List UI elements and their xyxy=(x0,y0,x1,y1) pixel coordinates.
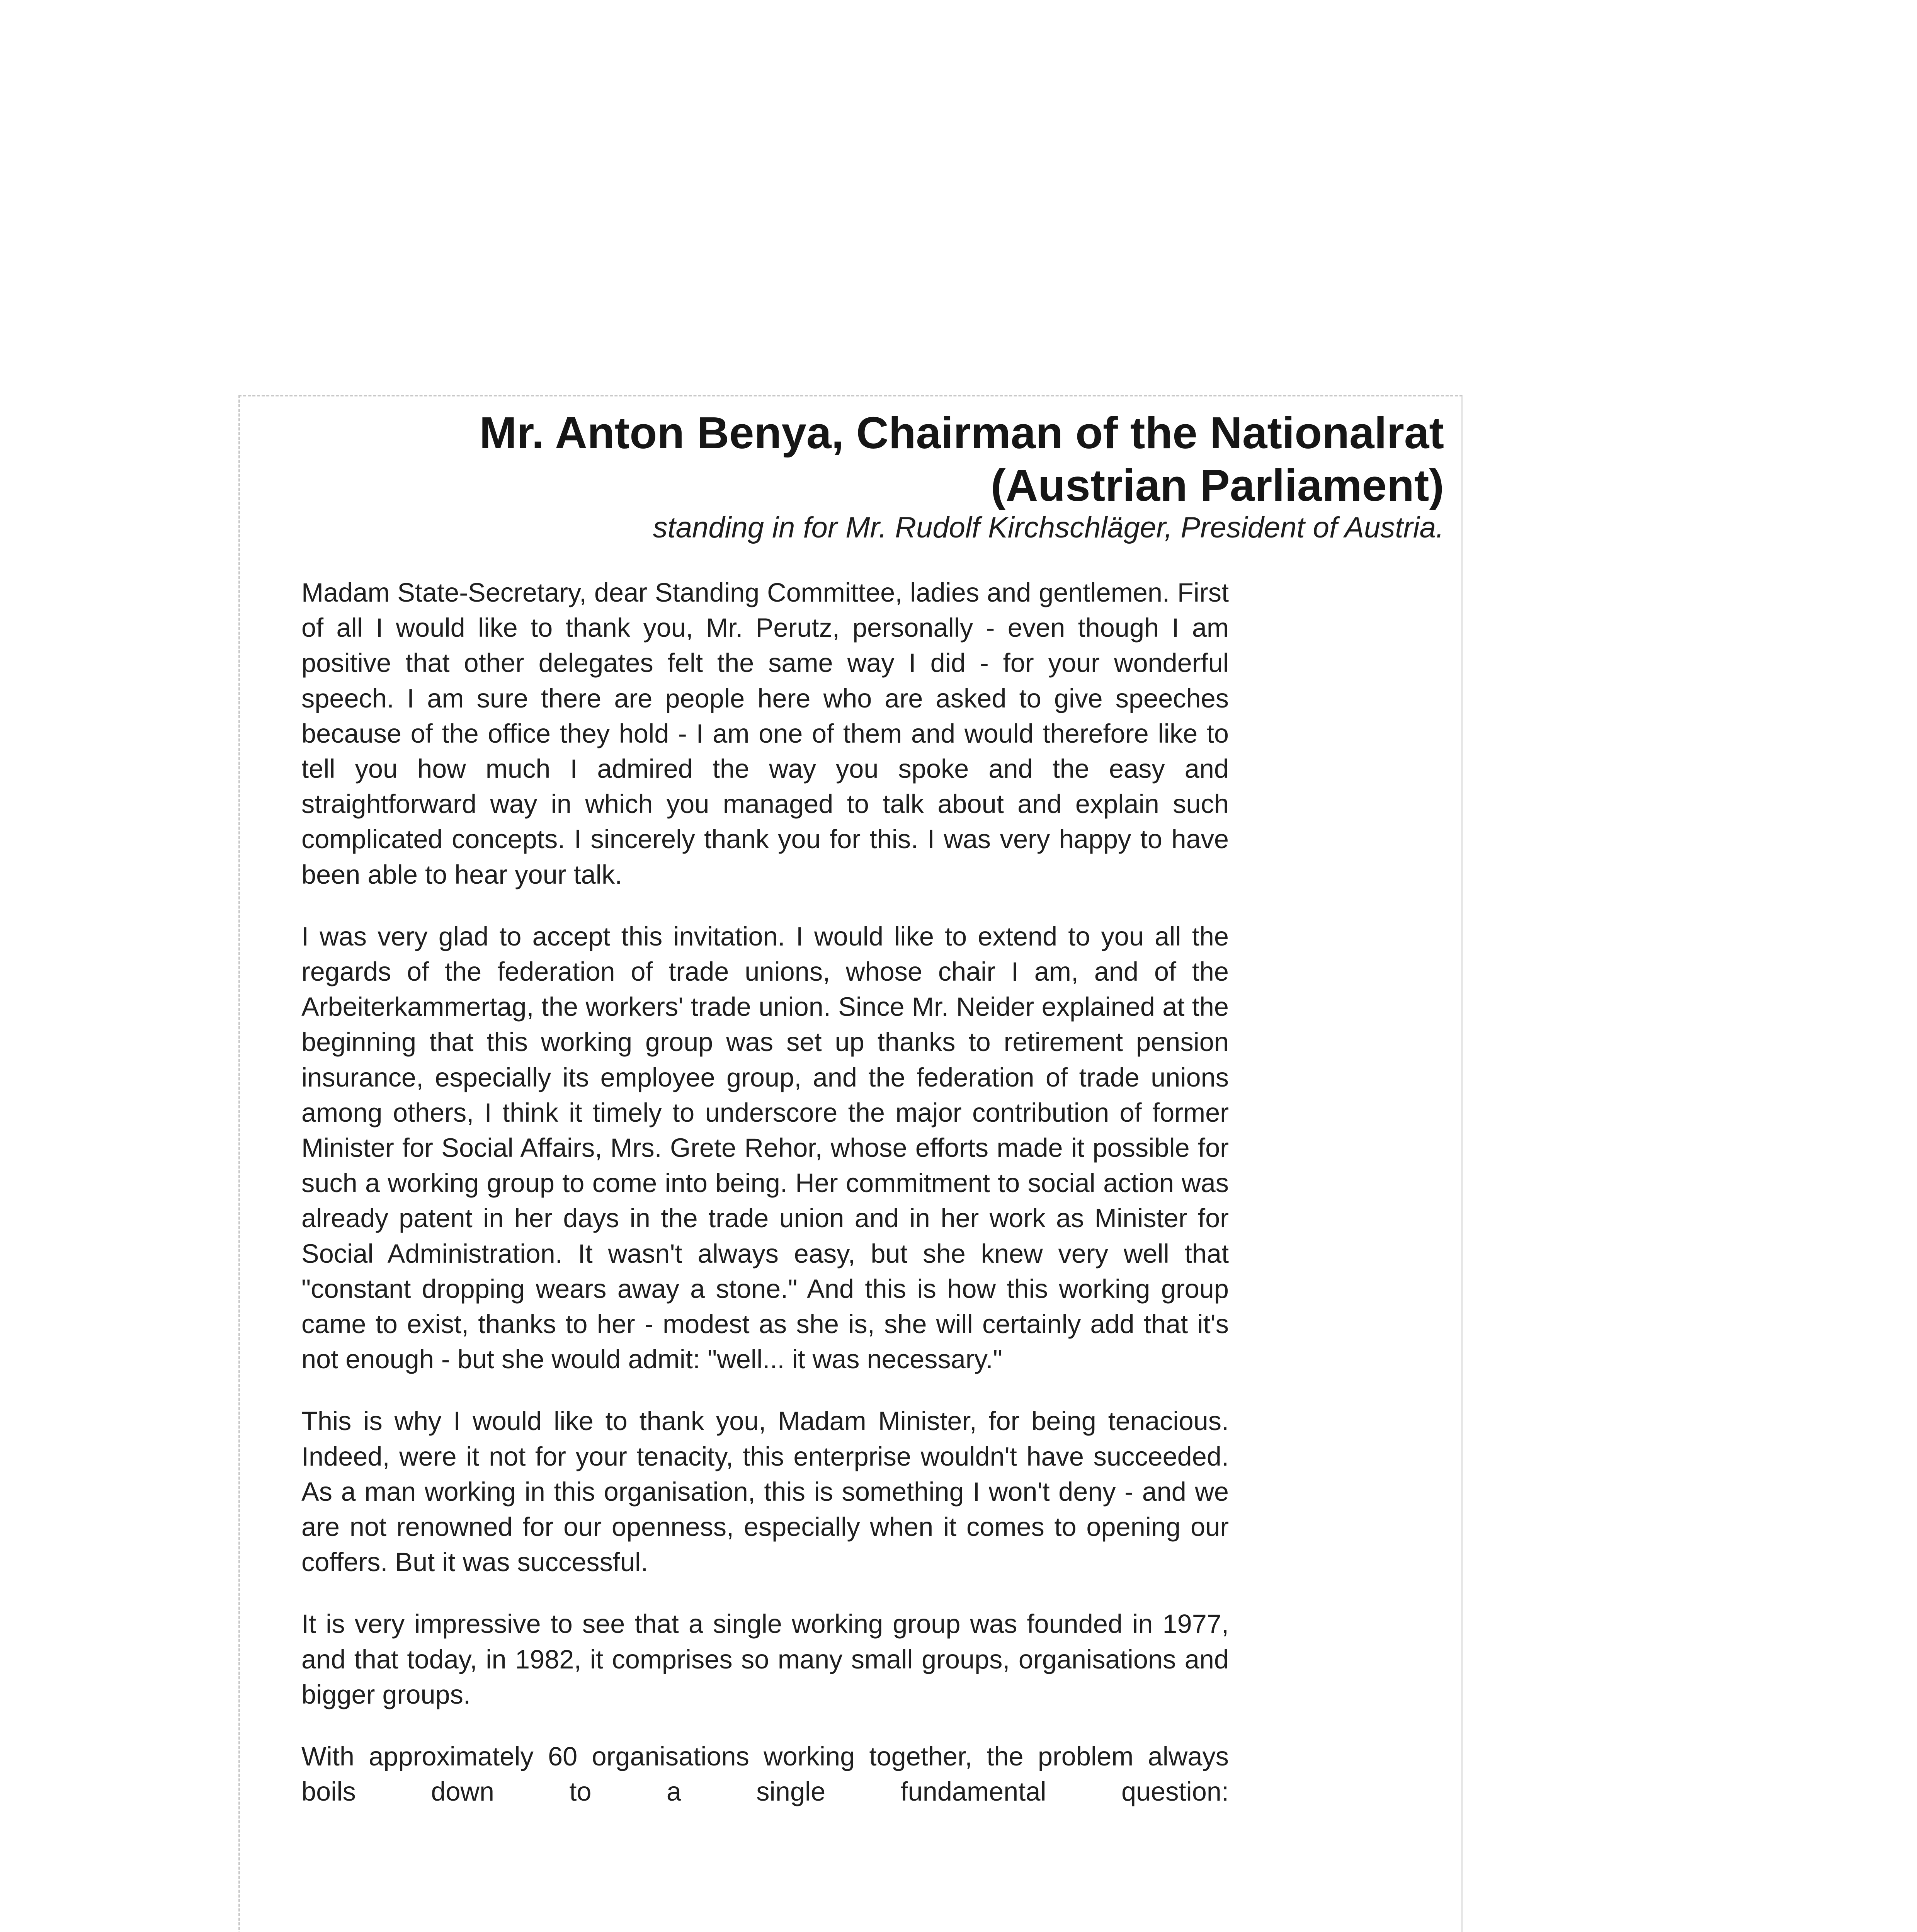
speech-body xyxy=(301,575,1229,1810)
paragraph-5: With approximately 60 organisations working together, the problem always boils down to a single fundamental question: xyxy=(301,1742,1229,1807)
paragraph-2: I was very glad to accept this invitation. I would like to extend to you all the regards of the federation of trade unions, whose chair I am, and of the Arbeiterkammertag, the workers' trade union. Since Mr. Neider explained at the beginning that this working group was set up thanks to retirement pension insurance, especially its employee group, and the federation of trade unions among others, I think it timely to underscore the major contribution of former Minister for Social Affairs, Mrs. Grete Rehor, whose efforts made it possible for such a working group to come into being. Her commitment to social action was already patent in her days in the trade union and in her work as Minister for Social Administration. It wasn't always easy, but she knew very well that "constant dropping wears away a stone." And this is how this working group came to exist, thanks to her - modest as she is, she will certainly add that it's not enough - but she would admit: "well... it was necessary." xyxy=(301,921,1229,1374)
heading-line-2: (Austrian Parliament) xyxy=(990,460,1444,510)
speaker-subtitle: standing in for Mr. Rudolf Kirchschläger, President of Austria. xyxy=(653,511,1444,544)
paragraph-3: This is why I would like to thank you, Madam Minister, for being tenacious. Indeed, were it not for your tenacity, this enterprise wouldn't have succeeded. As a man working in this organisation, this is something I won't deny - and we are not renowned for our openness, especially when it comes to opening our coffers. But it was successful. xyxy=(301,1406,1229,1577)
heading-line-1: Mr. Anton Benya, Chairman of the Nationalrat xyxy=(479,408,1444,458)
paragraph-1: Madam State-Secretary, dear Standing Committee, ladies and gentlemen. First of all I would like to thank you, Mr. Perutz, personally - even though I am positive that other delegates felt the same way I did - for your wonderful speech. I am sure there are people here who are asked to give speeches because of the office they hold - I am one of them and would therefore like to tell you how much I admired the way you spoke and the easy and straightforward way in which you managed to talk about and explain such complicated concepts. I sincerely thank you for this. I was very happy to have been able to hear your talk. xyxy=(301,578,1229,889)
speaker-heading xyxy=(270,406,1444,512)
paragraph-4: It is very impressive to see that a single working group was founded in 1977, and that today, in 1982, it comprises so many small groups, organisations and bigger groups. xyxy=(301,1609,1229,1709)
